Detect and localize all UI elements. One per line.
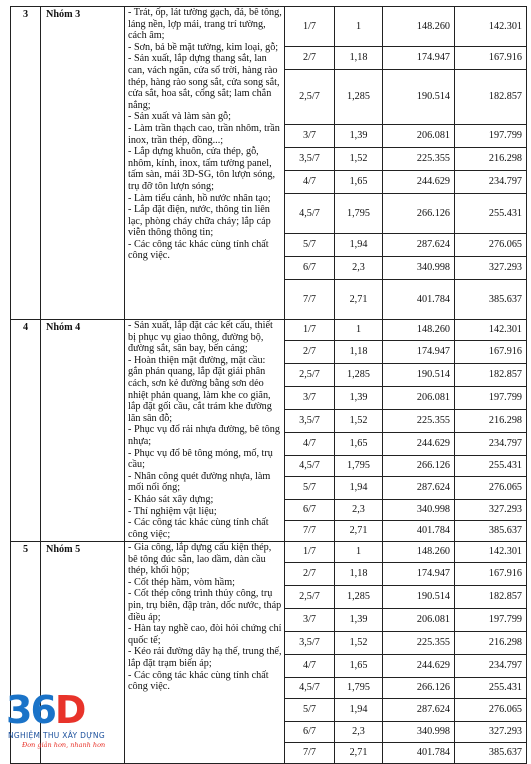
skill-level: 2/7 — [285, 47, 335, 70]
work-item: - Cốt thép công trình thủy công, trụ pin, trụ biên, đập tràn, dốc nước, tháp điều áp; — [128, 588, 282, 623]
coefficient: 1,52 — [335, 148, 383, 171]
skill-level: 2/7 — [285, 341, 335, 364]
coefficient: 1,795 — [335, 456, 383, 477]
wage-zone-1: 174.947 — [383, 563, 455, 586]
wage-zone-2: 216.298 — [455, 632, 527, 655]
skill-level: 4/7 — [285, 655, 335, 678]
work-item: - Cốt thép hầm, vòm hầm; — [128, 576, 235, 588]
skill-level: 3,5/7 — [285, 410, 335, 433]
coefficient: 1,52 — [335, 632, 383, 655]
wage-zone-2: 255.431 — [455, 678, 527, 699]
wage-zone-2: 197.799 — [455, 125, 527, 148]
skill-level: 1/7 — [285, 542, 335, 563]
wage-zone-2: 197.799 — [455, 609, 527, 632]
wage-zone-2: 327.293 — [455, 257, 527, 280]
skill-level: 2,5/7 — [285, 586, 335, 609]
wage-zone-1: 401.784 — [383, 280, 455, 320]
wage-zone-2: 216.298 — [455, 148, 527, 171]
wage-zone-2: 276.065 — [455, 234, 527, 257]
group-number: 3 — [11, 7, 41, 320]
skill-level: 7/7 — [285, 280, 335, 320]
wage-zone-1: 287.624 — [383, 477, 455, 500]
wage-zone-2: 142.301 — [455, 7, 527, 47]
wage-zone-1: 287.624 — [383, 699, 455, 722]
skill-level: 2/7 — [285, 563, 335, 586]
work-item: - Hàn tay nghề cao, đòi hỏi chứng chỉ quốc tế; — [128, 623, 282, 646]
wage-zone-1: 148.260 — [383, 7, 455, 47]
coefficient: 2,3 — [335, 722, 383, 743]
wage-zone-1: 225.355 — [383, 410, 455, 433]
coefficient: 1,39 — [335, 387, 383, 410]
coefficient: 1,39 — [335, 609, 383, 632]
work-item: - Sản xuất, lắp dựng thang sắt, lan can, vách ngăn, cửa sổ trời, hàng rào thép, hàng rào song sắt, cửa song sắt, cửa sắt, hoa sắt, cổng sắt; lam chắn nắng; — [128, 53, 280, 111]
skill-level: 4,5/7 — [285, 456, 335, 477]
skill-level: 7/7 — [285, 743, 335, 764]
group-number: 4 — [11, 320, 41, 542]
brand-logo — [4, 690, 134, 750]
wage-zone-1: 206.081 — [383, 387, 455, 410]
wage-zone-2: 234.797 — [455, 433, 527, 456]
skill-level: 1/7 — [285, 320, 335, 341]
group-name: Nhóm 5 — [41, 542, 125, 764]
work-item: - Sản xuất, lắp đặt các kết cấu, thiết bị phục vụ giao thông, đường bộ, đường sắt, sân bay, bến cảng; — [128, 320, 273, 355]
work-item: - Sơn, bả bề mặt tường, kim loại, gỗ; — [128, 41, 279, 53]
work-item: - Các công tác khác cùng tính chất công việc. — [128, 238, 269, 262]
work-item: - Làm tiểu cảnh, hồ nước nhân tạo; — [128, 192, 271, 204]
wage-zone-1: 266.126 — [383, 194, 455, 234]
wage-zone-1: 266.126 — [383, 678, 455, 699]
work-item: - Hoàn thiện mặt đường, mặt cầu: gắn phản quang, lắp đặt giải phân cách, sơn kẻ đường bằng sơn dẻo nhiệt phản quang, làm khe co giãn, lắp đặt gối cầu, cắt trám khe đường lăn sân đỗ; — [128, 354, 272, 424]
coefficient: 1,94 — [335, 699, 383, 722]
work-item: - Khảo sát xây dựng; — [128, 493, 214, 505]
wage-zone-1: 148.260 — [383, 542, 455, 563]
wage-zone-2: 276.065 — [455, 477, 527, 500]
work-item: - Các công tác khác cùng tính chất công việc; — [128, 517, 269, 540]
wage-zone-1: 190.514 — [383, 70, 455, 125]
coefficient: 1,285 — [335, 586, 383, 609]
work-item: - Sản xuất và làm sàn gỗ; — [128, 111, 231, 123]
coefficient: 2,71 — [335, 280, 383, 320]
skill-level: 3,5/7 — [285, 632, 335, 655]
logo-mark: 36D — [6, 688, 85, 732]
wage-zone-1: 287.624 — [383, 234, 455, 257]
wage-zone-2: 276.065 — [455, 699, 527, 722]
wage-zone-1: 340.998 — [383, 500, 455, 521]
labor-rate-table — [10, 6, 527, 764]
work-item: - Kéo rải đường dây hạ thế, trung thế, lắp đặt trạm biến áp; — [128, 646, 282, 669]
wage-zone-1: 148.260 — [383, 320, 455, 341]
wage-zone-1: 174.947 — [383, 47, 455, 70]
skill-level: 5/7 — [285, 699, 335, 722]
work-item: - Lắp đặt điện, nước, thông tin liên lạc, phòng cháy chữa cháy; lắp cáp viễn thông thông tin; — [128, 204, 271, 239]
coefficient: 1,94 — [335, 477, 383, 500]
skill-level: 4,5/7 — [285, 678, 335, 699]
wage-zone-2: 182.857 — [455, 586, 527, 609]
wage-zone-2: 167.916 — [455, 47, 527, 70]
wage-zone-1: 225.355 — [383, 148, 455, 171]
skill-level: 4/7 — [285, 433, 335, 456]
skill-level: 4,5/7 — [285, 194, 335, 234]
wage-zone-1: 174.947 — [383, 341, 455, 364]
coefficient: 1,285 — [335, 364, 383, 387]
work-item: - Thí nghiệm vật liệu; — [128, 505, 217, 517]
coefficient: 1,52 — [335, 410, 383, 433]
work-item: - Phục vụ đổ bê tông móng, mố, trụ cầu; — [128, 447, 273, 471]
coefficient: 1 — [335, 320, 383, 341]
coefficient: 1,39 — [335, 125, 383, 148]
wage-zone-1: 266.126 — [383, 456, 455, 477]
group-description — [125, 542, 285, 764]
skill-level: 6/7 — [285, 257, 335, 280]
table-row — [11, 7, 527, 47]
work-item: - Trát, ốp, lát tường gạch, đá, bê tông, láng nền, lợp mái, trang trí tường, cách âm; — [128, 7, 282, 42]
coefficient: 1 — [335, 542, 383, 563]
table-row — [11, 320, 527, 341]
wage-zone-2: 327.293 — [455, 500, 527, 521]
skill-level: 5/7 — [285, 477, 335, 500]
logo-subtitle: NGHIỆM THU XÂY DỰNG — [8, 731, 105, 740]
coefficient: 2,71 — [335, 521, 383, 542]
skill-level: 3,5/7 — [285, 148, 335, 171]
skill-level: 6/7 — [285, 500, 335, 521]
wage-zone-2: 255.431 — [455, 456, 527, 477]
wage-zone-1: 225.355 — [383, 632, 455, 655]
wage-zone-1: 340.998 — [383, 257, 455, 280]
skill-level: 2,5/7 — [285, 70, 335, 125]
wage-zone-2: 234.797 — [455, 171, 527, 194]
group-description — [125, 320, 285, 542]
wage-zone-2: 167.916 — [455, 341, 527, 364]
wage-zone-2: 234.797 — [455, 655, 527, 678]
coefficient: 1,18 — [335, 563, 383, 586]
wage-zone-2: 385.637 — [455, 743, 527, 764]
work-item: - Phục vụ đổ rải nhựa đường, bê tông nhựa; — [128, 424, 280, 447]
group-number: 5 — [11, 542, 41, 764]
logo-slogan: Đơn giản hơn, nhanh hơn — [22, 741, 106, 749]
group-description — [125, 7, 285, 320]
coefficient: 1,18 — [335, 47, 383, 70]
group-name: Nhóm 3 — [41, 7, 125, 320]
wage-zone-1: 244.629 — [383, 171, 455, 194]
wage-zone-1: 401.784 — [383, 521, 455, 542]
coefficient: 1,18 — [335, 341, 383, 364]
coefficient: 1,285 — [335, 70, 383, 125]
group-name: Nhóm 4 — [41, 320, 125, 542]
coefficient: 1,65 — [335, 171, 383, 194]
wage-zone-1: 340.998 — [383, 722, 455, 743]
wage-zone-1: 244.629 — [383, 655, 455, 678]
skill-level: 2,5/7 — [285, 364, 335, 387]
skill-level: 5/7 — [285, 234, 335, 257]
skill-level: 7/7 — [285, 521, 335, 542]
wage-zone-1: 401.784 — [383, 743, 455, 764]
skill-level: 3/7 — [285, 609, 335, 632]
work-item: - Làm trần thạch cao, trần nhôm, trần inox, trần thép, đồng...; — [128, 122, 280, 146]
wage-zone-1: 190.514 — [383, 364, 455, 387]
work-item: - Lắp dựng khuôn, cửa thép, gỗ, nhôm, kính, inox, tấm tường panel, tấm sàn, mái 3D-SG, tôn lượn sóng, trụ đỡ tôn lượn sóng; — [128, 146, 276, 192]
coefficient: 2,3 — [335, 500, 383, 521]
skill-level: 6/7 — [285, 722, 335, 743]
wage-zone-2: 385.637 — [455, 521, 527, 542]
coefficient: 1,94 — [335, 234, 383, 257]
wage-zone-1: 206.081 — [383, 609, 455, 632]
coefficient: 1,65 — [335, 433, 383, 456]
skill-level: 4/7 — [285, 171, 335, 194]
wage-zone-2: 216.298 — [455, 410, 527, 433]
skill-level: 1/7 — [285, 7, 335, 47]
work-item: - Các công tác khác cùng tính chất công việc. — [128, 669, 269, 693]
table-row — [11, 542, 527, 563]
work-item: - Gia công, lắp dựng cấu kiện thép, bê tông đúc sẵn, lao dầm, dàn cầu thép, khối hộp; — [128, 542, 272, 577]
wage-zone-1: 244.629 — [383, 433, 455, 456]
coefficient: 1,795 — [335, 194, 383, 234]
wage-zone-2: 142.301 — [455, 542, 527, 563]
skill-level: 3/7 — [285, 125, 335, 148]
wage-zone-2: 327.293 — [455, 722, 527, 743]
coefficient: 1,65 — [335, 655, 383, 678]
wage-zone-2: 142.301 — [455, 320, 527, 341]
wage-zone-2: 167.916 — [455, 563, 527, 586]
coefficient: 1 — [335, 7, 383, 47]
coefficient: 2,3 — [335, 257, 383, 280]
wage-zone-1: 206.081 — [383, 125, 455, 148]
work-item: - Nhân công quét đường nhựa, làm mối nối ống; — [128, 470, 271, 494]
wage-zone-2: 182.857 — [455, 364, 527, 387]
wage-zone-2: 385.637 — [455, 280, 527, 320]
wage-zone-1: 190.514 — [383, 586, 455, 609]
coefficient: 2,71 — [335, 743, 383, 764]
coefficient: 1,795 — [335, 678, 383, 699]
wage-zone-2: 255.431 — [455, 194, 527, 234]
wage-zone-2: 197.799 — [455, 387, 527, 410]
wage-zone-2: 182.857 — [455, 70, 527, 125]
skill-level: 3/7 — [285, 387, 335, 410]
